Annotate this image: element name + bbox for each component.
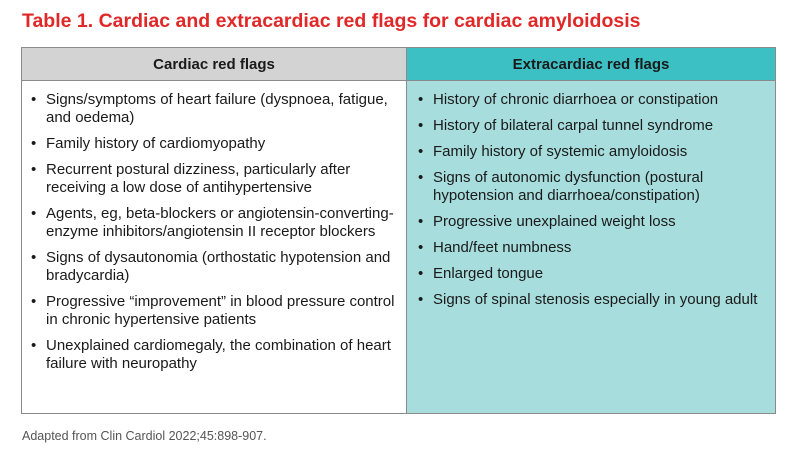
extracardiac-item: • Enlarged tongue — [417, 265, 765, 283]
extracardiac-item: • History of bilateral carpal tunnel syndrome — [417, 117, 765, 135]
extracardiac-list — [417, 91, 765, 309]
extracardiac-item: • Signs of spinal stenosis especially in young adult — [417, 291, 765, 309]
cardiac-item: • Unexplained cardiomegaly, the combination of heart failure with neuropathy — [30, 337, 396, 373]
extracardiac-item: • Family history of systemic amyloidosis — [417, 143, 765, 161]
cardiac-list — [30, 91, 396, 373]
cardiac-item: • Recurrent postural dizziness, particularly after receiving a low dose of antihypertensive — [30, 161, 396, 197]
cardiac-column — [22, 81, 407, 413]
extracardiac-item: • Progressive unexplained weight loss — [417, 213, 765, 231]
cardiac-item: • Family history of cardiomyopathy — [30, 135, 396, 153]
extracardiac-item: • Signs of autonomic dysfunction (postural hypotension and diarrhoea/constipation) — [417, 169, 765, 205]
cardiac-column-header: Cardiac red flags — [22, 48, 407, 81]
source-note: Adapted from Clin Cardiol 2022;45:898-907. — [22, 429, 267, 443]
cardiac-item: • Signs of dysautonomia (orthostatic hypotension and bradycardia) — [30, 249, 396, 285]
extracardiac-item: • History of chronic diarrhoea or constipation — [417, 91, 765, 109]
table-title: Table 1. Cardiac and extracardiac red flags for cardiac amyloidosis — [22, 10, 641, 32]
cardiac-item: • Signs/symptoms of heart failure (dyspnoea, fatigue, and oedema) — [30, 91, 396, 127]
cardiac-item: • Progressive “improvement” in blood pressure control in chronic hypertensive patients — [30, 293, 396, 329]
extracardiac-column — [407, 81, 775, 413]
extracardiac-item: • Hand/feet numbness — [417, 239, 765, 257]
cardiac-item: • Agents, eg, beta-blockers or angiotensin-converting-enzyme inhibitors/angiotensin II receptor blockers — [30, 205, 396, 241]
red-flags-table — [21, 47, 776, 414]
extracardiac-column-header: Extracardiac red flags — [407, 48, 775, 81]
